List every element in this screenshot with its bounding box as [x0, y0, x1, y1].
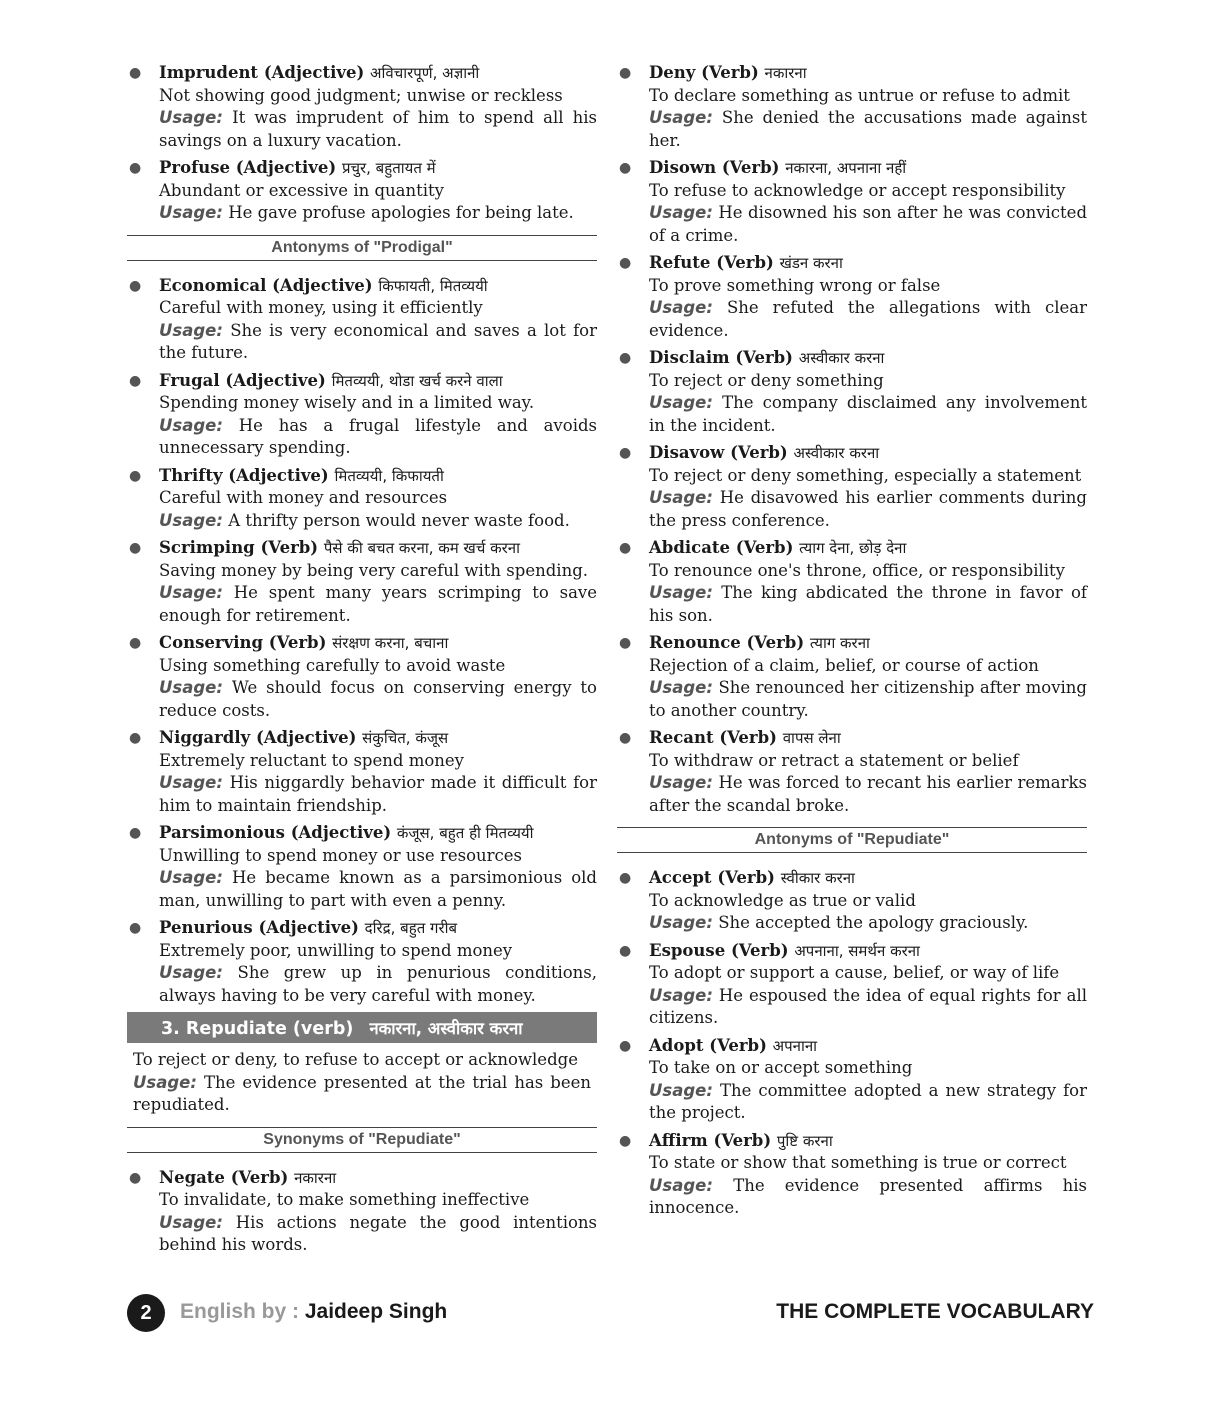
usage-label: Usage:	[133, 1072, 197, 1092]
entry-usage	[649, 392, 1087, 437]
entry-pos: (Verb)	[260, 538, 319, 557]
antonyms-prodigal-heading: Antonyms of "Prodigal"	[127, 235, 597, 261]
antonyms-repudiate-list	[617, 867, 1087, 1220]
entry-definition: To refuse to acknowledge or accept responsibility	[649, 180, 1066, 200]
entry-pos: (Verb)	[746, 633, 805, 652]
entry-hindi: कंजूस, बहुत ही मितव्ययी	[396, 824, 534, 842]
entry-usage-text: She refuted the allegations with clear evidence.	[649, 298, 1087, 340]
usage-label: Usage:	[159, 1212, 223, 1232]
usage-label: Usage:	[649, 678, 713, 697]
vocab-entry	[617, 632, 1087, 722]
vocab-entry	[127, 822, 597, 912]
entry-definition: Extremely reluctant to spend money	[159, 750, 464, 770]
entry-hindi: प्रचुर, बहुतायत में	[341, 159, 436, 177]
entry-usage	[159, 415, 597, 460]
entry-headword	[159, 727, 597, 750]
entry-usage	[649, 202, 1087, 247]
vocab-entry	[127, 157, 597, 225]
entry-headword	[649, 867, 1087, 890]
vocab-entry	[617, 62, 1087, 152]
entry-pos: (Verb)	[735, 348, 793, 367]
usage-label: Usage:	[159, 203, 223, 222]
vocab-entry	[617, 1130, 1087, 1220]
entry-usage	[159, 772, 597, 817]
vocab-entry	[127, 917, 597, 1007]
entry-usage	[159, 202, 597, 225]
entry-list-top	[127, 62, 597, 225]
entry-usage-text: He gave profuse apologies for being late.	[228, 203, 574, 222]
entry-hindi: पैसे की बचत करना, कम खर्च करना	[323, 539, 520, 557]
entry-headword	[159, 465, 597, 488]
bullet-icon: ●	[619, 540, 632, 556]
entry-headword	[159, 917, 597, 940]
entry-pos: (Verb)	[268, 633, 327, 652]
usage-label: Usage:	[649, 393, 713, 412]
entry-word: Adopt	[649, 1035, 704, 1055]
entry-word: Espouse	[649, 940, 726, 960]
synonyms-repudiate-heading: Synonyms of "Repudiate"	[127, 1127, 597, 1153]
entry-word: Penurious	[159, 918, 253, 937]
entry-hindi: त्याग करना	[809, 634, 870, 652]
entry-definition: To reject or deny something	[649, 370, 884, 390]
entry-hindi: नकारना	[294, 1168, 337, 1187]
bullet-icon: ●	[129, 277, 142, 294]
word-usage	[133, 1072, 591, 1117]
entry-definition: To declare something as untrue or refuse to admit	[649, 85, 1070, 105]
entry-usage-text: She grew up in penurious conditions, always having to be very careful with money.	[159, 963, 597, 1005]
entry-usage-text: The evidence presented affirms his innocence.	[649, 1175, 1087, 1217]
word-hindi: नकारना, अस्वीकार करना	[369, 1019, 523, 1038]
bullet-icon: ●	[619, 1037, 632, 1054]
usage-label: Usage:	[159, 108, 223, 127]
vocab-entry	[617, 727, 1087, 817]
entry-definition: To state or show that something is true or correct	[649, 1153, 1067, 1172]
usage-label: Usage:	[159, 773, 223, 792]
entry-definition: Abundant or excessive in quantity	[159, 180, 444, 200]
entry-definition: Spending money wisely and in a limited way.	[159, 393, 535, 412]
entry-pos: (Verb)	[721, 158, 780, 177]
vocab-entry	[617, 537, 1087, 627]
entry-usage	[159, 582, 597, 627]
bullet-icon: ●	[619, 160, 632, 176]
entry-headword	[649, 1035, 1087, 1058]
word-number: 3.	[161, 1019, 180, 1039]
bullet-icon: ●	[129, 730, 142, 746]
entry-word: Deny	[649, 63, 696, 82]
entry-hindi: मितव्ययी, थोडा खर्च करने वाला	[331, 371, 503, 390]
entry-usage-text: He espoused the idea of equal rights for all citizens.	[649, 985, 1087, 1027]
entry-usage	[159, 510, 597, 533]
entry-usage	[649, 1080, 1087, 1125]
entry-definition: To invalidate, to make something ineffective	[159, 1190, 530, 1209]
entry-usage	[649, 487, 1087, 532]
vocab-entry	[617, 867, 1087, 935]
entry-word: Frugal	[159, 370, 220, 390]
entry-hindi: मितव्ययी, किफायती	[334, 466, 444, 485]
entry-usage	[649, 912, 1087, 935]
entry-headword	[649, 1130, 1087, 1153]
entry-hindi: संरक्षण करना, बचाना	[332, 634, 449, 652]
bullet-icon: ●	[619, 635, 632, 651]
word-title: Repudiate	[185, 1019, 287, 1039]
entry-usage	[159, 1212, 597, 1257]
entry-pos: (Adjective)	[290, 823, 392, 842]
vocab-entry	[617, 442, 1087, 532]
vocab-entry	[127, 465, 597, 533]
word-usage-text: The evidence presented at the trial has been repudiated.	[133, 1072, 591, 1114]
usage-label: Usage:	[649, 913, 713, 932]
entry-usage-text: He was forced to recant his earlier remarks after the scandal broke.	[649, 773, 1087, 815]
entry-usage-text: She is very economical and saves a lot for the future.	[159, 320, 597, 362]
entry-headword	[649, 252, 1087, 275]
synonyms-repudiate-list	[127, 1167, 597, 1257]
bullet-icon: ●	[619, 350, 632, 366]
bullet-icon: ●	[619, 870, 632, 886]
entry-definition: Rejection of a claim, belief, or course of action	[649, 655, 1039, 675]
entry-usage-text: His actions negate the good intentions behind his words.	[159, 1212, 598, 1254]
entry-headword	[159, 275, 597, 298]
usage-label: Usage:	[159, 963, 223, 982]
synonyms-repudiate-cont-list	[617, 62, 1087, 817]
entry-headword	[649, 727, 1087, 750]
entry-hindi: अस्वीकार करना	[793, 444, 880, 462]
bullet-icon: ●	[619, 445, 632, 461]
vocab-entry	[127, 62, 597, 152]
brand-author: Jaideep Singh	[304, 1300, 448, 1323]
entry-usage	[649, 985, 1087, 1030]
entry-pos: (Verb)	[730, 940, 789, 960]
entry-definition: Using something carefully to avoid waste	[159, 655, 506, 675]
word-pos: (verb)	[292, 1019, 354, 1039]
entry-pos: (Verb)	[719, 728, 777, 747]
entry-pos: (Verb)	[730, 443, 788, 462]
vocab-entry	[127, 275, 597, 365]
entry-pos: (Verb)	[709, 1035, 767, 1055]
entry-pos: (Adjective)	[255, 728, 357, 747]
entry-word: Negate	[159, 1167, 225, 1187]
entry-headword	[649, 632, 1087, 655]
entry-hindi: खंडन करना	[779, 254, 843, 272]
entry-usage-text: He disavowed his earlier comments during the press conference.	[649, 488, 1087, 530]
bullet-icon: ●	[619, 1132, 632, 1149]
bullet-icon: ●	[619, 730, 632, 746]
entry-usage	[649, 297, 1087, 342]
entry-definition: Careful with money and resources	[159, 488, 448, 507]
entry-hindi: नकारना, अपनाना नहीं	[785, 159, 907, 177]
entry-headword	[159, 1167, 597, 1190]
entry-pos: (Adjective)	[263, 63, 365, 82]
bullet-icon: ●	[129, 635, 142, 651]
vocab-entry	[127, 370, 597, 460]
entry-definition: To take on or accept something	[649, 1058, 913, 1077]
vocab-entry	[127, 537, 597, 627]
entry-usage	[159, 107, 597, 152]
entry-word: Economical	[159, 275, 267, 295]
word-definition-block	[127, 1043, 597, 1127]
entry-headword	[649, 537, 1087, 560]
entry-hindi: स्वीकार करना	[780, 869, 855, 887]
entry-definition: Extremely poor, unwilling to spend money	[159, 940, 513, 960]
usage-label: Usage:	[649, 583, 713, 602]
entry-usage	[159, 677, 597, 722]
bullet-icon: ●	[129, 540, 142, 556]
entry-word: Affirm	[649, 1130, 708, 1150]
entry-definition: Not showing good judgment; unwise or reckless	[159, 85, 563, 105]
usage-label: Usage:	[649, 298, 713, 317]
entry-usage-text: She accepted the apology graciously.	[718, 913, 1029, 932]
entry-usage	[159, 962, 597, 1007]
entry-word: Scrimping	[159, 538, 255, 557]
entry-word: Disown	[649, 158, 717, 177]
entry-pos: (Verb)	[735, 538, 794, 557]
entry-word: Disclaim	[649, 348, 730, 367]
usage-label: Usage:	[649, 1175, 713, 1195]
entry-word: Parsimonious	[159, 823, 285, 842]
entry-usage	[649, 582, 1087, 627]
entry-pos: (Verb)	[717, 868, 775, 887]
vocab-entry	[127, 1167, 597, 1257]
entry-usage	[649, 677, 1087, 722]
bullet-icon: ●	[619, 255, 632, 271]
book-title: THE COMPLETE VOCABULARY	[776, 1300, 1094, 1323]
entry-hindi: अस्वीकार करना	[798, 349, 885, 367]
entry-usage-text: The company disclaimed any involvement in the incident.	[649, 393, 1088, 435]
usage-label: Usage:	[159, 320, 223, 340]
usage-label: Usage:	[159, 415, 223, 435]
entry-usage-text: His niggardly behavior made it difficult for him to maintain friendship.	[159, 773, 597, 815]
vocab-entry	[617, 1035, 1087, 1125]
right-column	[617, 62, 1087, 1225]
entry-definition: To acknowledge as true or valid	[649, 890, 916, 910]
entry-pos: (Verb)	[701, 63, 759, 82]
entry-hindi: पुष्टि करना	[776, 1131, 833, 1150]
entry-usage	[159, 320, 597, 365]
usage-label: Usage:	[649, 1080, 713, 1100]
entry-pos: (Verb)	[716, 253, 774, 272]
entry-hindi: संकुचित, कंजूस	[362, 729, 449, 747]
entry-word: Profuse	[159, 158, 230, 177]
word-banner	[127, 1012, 597, 1043]
entry-pos: (Adjective)	[272, 275, 373, 295]
usage-label: Usage:	[649, 203, 713, 222]
entry-definition: Careful with money, using it efficiently	[159, 298, 483, 317]
page-number: 2	[127, 1294, 165, 1332]
vocab-entry	[617, 347, 1087, 437]
brand-prefix: English by :	[180, 1300, 300, 1323]
entry-hindi: अपनाना	[772, 1036, 818, 1055]
entry-headword	[649, 347, 1087, 370]
entry-usage-text: He spent many years scrimping to save enough for retirement.	[159, 583, 598, 625]
entry-pos: (Adjective)	[235, 158, 337, 177]
vocab-entry	[127, 727, 597, 817]
entry-headword	[649, 62, 1087, 85]
vocab-entry	[617, 252, 1087, 342]
entry-word: Conserving	[159, 633, 264, 652]
bullet-icon: ●	[619, 942, 632, 959]
entry-hindi: अपनाना, समर्थन करना	[794, 941, 920, 960]
vocab-entry	[617, 157, 1087, 247]
entry-usage-text: He became known as a parsimonious old man, unwilling to part with even a penny.	[159, 868, 597, 910]
entry-definition: To reject or deny something, especially a statement	[649, 465, 1082, 485]
antonyms-prodigal-list	[127, 275, 597, 1008]
entry-headword	[649, 940, 1087, 963]
entry-usage-text: The committee adopted a new strategy for the project.	[649, 1080, 1087, 1122]
footer-brand	[180, 1300, 447, 1324]
entry-definition: To adopt or support a cause, belief, or way of life	[649, 963, 1060, 982]
entry-pos: (Adjective)	[258, 918, 359, 937]
entry-usage-text: A thrifty person would never waste food.	[228, 510, 570, 530]
usage-label: Usage:	[649, 773, 713, 792]
entry-word: Abdicate	[649, 538, 731, 557]
entry-usage	[649, 772, 1087, 817]
vocab-entry	[127, 632, 597, 722]
entry-hindi: त्याग देना, छोड़ देना	[799, 539, 907, 557]
entry-headword	[159, 632, 597, 655]
usage-label: Usage:	[649, 488, 713, 507]
entry-usage	[649, 1175, 1087, 1220]
entry-usage-text: He disowned his son after he was convicted of a crime.	[649, 203, 1088, 245]
entry-pos: (Verb)	[713, 1130, 772, 1150]
bullet-icon: ●	[129, 920, 142, 936]
entry-headword	[159, 157, 597, 180]
entry-word: Refute	[649, 253, 711, 272]
bullet-icon: ●	[129, 160, 142, 176]
entry-pos: (Adjective)	[225, 370, 326, 390]
entry-headword	[159, 537, 597, 560]
entry-definition: To prove something wrong or false	[649, 275, 941, 295]
entry-usage-text: She renounced her citizenship after moving to another country.	[649, 678, 1087, 720]
entry-usage-text: The king abdicated the throne in favor of his son.	[649, 583, 1087, 625]
entry-word: Niggardly	[159, 728, 251, 747]
entry-hindi: अविचारपूर्ण, अज्ञानी	[370, 64, 480, 82]
entry-headword	[649, 157, 1087, 180]
usage-label: Usage:	[159, 510, 223, 530]
entry-word: Thrifty	[159, 465, 223, 485]
entry-usage-text: He has a frugal lifestyle and avoids unnecessary spending.	[159, 415, 597, 457]
entry-word: Recant	[649, 728, 714, 747]
entry-definition: To renounce one's throne, office, or responsibility	[649, 560, 1065, 580]
bullet-icon: ●	[129, 825, 142, 841]
entry-word: Renounce	[649, 633, 741, 652]
vocab-entry	[617, 940, 1087, 1030]
usage-label: Usage:	[159, 868, 223, 887]
entry-pos: (Verb)	[230, 1167, 289, 1187]
entry-usage	[159, 867, 597, 912]
entry-usage-text: She denied the accusations made against her.	[649, 108, 1087, 150]
entry-word: Disavow	[649, 443, 725, 462]
entry-definition: To withdraw or retract a statement or belief	[649, 750, 1019, 770]
entry-definition: Saving money by being very careful with spending.	[159, 560, 588, 580]
entry-usage-text: It was imprudent of him to spend all his savings on a luxury vacation.	[159, 108, 597, 150]
entry-pos: (Adjective)	[228, 465, 329, 485]
bullet-icon: ●	[129, 1169, 142, 1186]
entry-definition: Unwilling to spend money or use resources	[159, 845, 522, 865]
entry-headword	[649, 442, 1087, 465]
bullet-icon: ●	[129, 372, 142, 389]
bullet-icon: ●	[619, 65, 632, 81]
entry-hindi: नकारना	[764, 64, 807, 82]
entry-word: Imprudent	[159, 63, 259, 82]
usage-label: Usage:	[649, 108, 713, 127]
entry-usage-text: We should focus on conserving energy to reduce costs.	[159, 678, 597, 720]
antonyms-repudiate-heading: Antonyms of "Repudiate"	[617, 827, 1087, 853]
left-column	[127, 62, 597, 1262]
entry-word: Accept	[649, 868, 712, 887]
entry-hindi: दरिद्र, बहुत गरीब	[364, 919, 458, 937]
word-definition: To reject or deny, to refuse to accept or acknowledge	[133, 1050, 578, 1069]
entry-hindi: वापस लेना	[782, 729, 841, 747]
usage-label: Usage:	[159, 583, 223, 602]
bullet-icon: ●	[129, 65, 142, 81]
usage-label: Usage:	[649, 985, 713, 1005]
entry-usage	[649, 107, 1087, 152]
entry-headword	[159, 370, 597, 393]
entry-headword	[159, 822, 597, 845]
entry-headword	[159, 62, 597, 85]
usage-label: Usage:	[159, 678, 223, 697]
page-footer	[127, 1294, 1094, 1334]
bullet-icon: ●	[129, 467, 142, 484]
entry-hindi: किफायती, मितव्ययी	[378, 276, 488, 295]
